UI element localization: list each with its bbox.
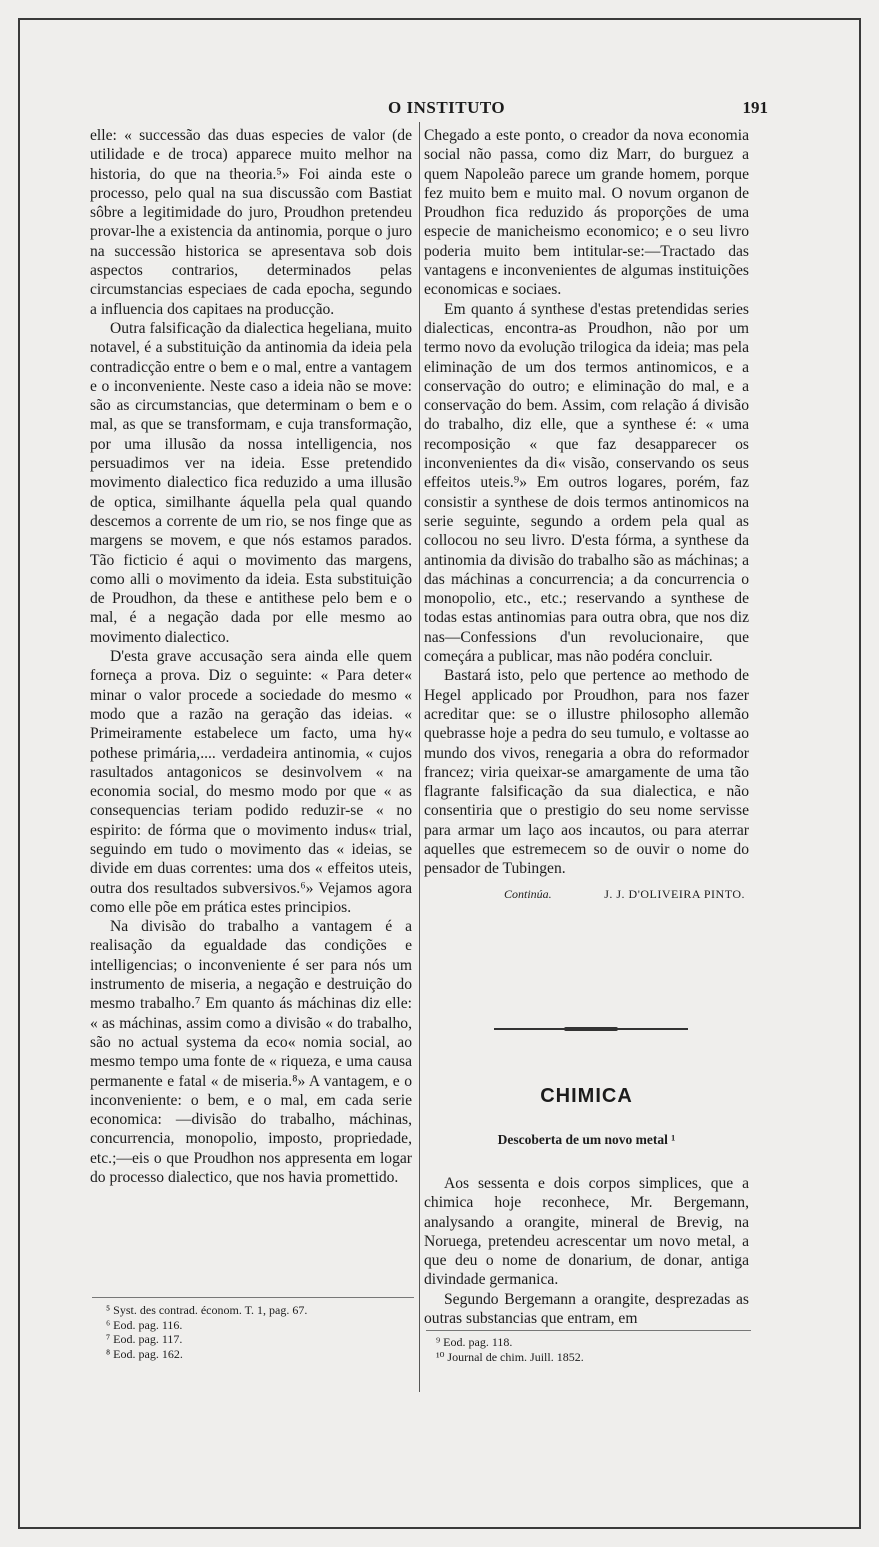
footnote: ⁶ Eod. pag. 116. [106,1317,183,1332]
right-paragraph-1: Chegado a este ponto, o creador da nova economia social não passa, como diz Marr, do burguez a quem Napoleão parece um grande homem, porque fez muito bem e muito mal. O novum organon de Proudhon fica reduzido ás proporções de uma especie de manicheismo economico; e o seu livro poderia muito bem intitular-se:—Tractado das vantagens e inconvenientes de algumas instituições economicas e sociaes. [424,127,749,299]
column-divider [419,122,420,1392]
footnote: ⁸ Eod. pag. 162. [106,1346,183,1361]
left-paragraph-3: D'esta grave accusação sera ainda elle quem forneça a prova. Diz o seguinte: « Para deter« minar o valor procede a sociedade do mesmo « modo que a razão na geração das ideias. « Primeiramente estabelece um facto, uma hy« pothese primária,.... verdadeira antinomia, « cujos rasultados antagonicos se desinvolvem « na economia social, do mesmo modo por que « as consequencias teriam podido reduzir-se « no espirito: de fórma que o movimento indus« trial, seguindo em tudo o movimento das « ideias, se divide em duas correntes: uma dos « effeitos uteis, outra dos resultados subversivos.⁶» Vejamos agora como elle põe em prática estes principios. [90,648,412,916]
page-border-top [18,18,861,20]
chemistry-paragraph-1: Aos sessenta e dois corpos simplices, que a chimica hoje reconhece, Mr. Bergemann, analysando a orangite, mineral de Brevig, na Noruega, pretendeu acrescentar um novo metal, a que deu o nome de donarium, de donar, antiga divindade germanica. [424,1175,749,1289]
footnote: ⁹ Eod. pag. 118. [436,1335,513,1349]
left-paragraph-2: Outra falsificação da dialectica hegeliana, muito notavel, é a substituição da antinomia da ideia pela contradicção entre o bem e o mal, entre a vantagem e o inconveniente. Neste caso a ideia não se move: são as circumstancias, que determinam o bem e o mal, as que se transformam, e cuja transformação, por uma illusão da nossa intelligencia, nos persuadimos ver na ideia. Esse pretendido movimento dialectico fica reduzido a uma illusão de optica, similhante áquella pela qual quando descemos a corrente de um rio, se nos finge que as margens se movem, e que nós estamos parados. Tão ficticio é aqui o movimento das margens, como alli o movimento da ideia. Esta substituição de Proudhon, da these e antithese pelo bem e o mal, é a negação dada por elle mesmo ao movimento dialectico. [90,319,412,646]
right-footnote-rule [426,1330,751,1331]
chemistry-paragraph-2: Segundo Bergemann a orangite, desprezadas as outras substancias que entram, em [424,1290,749,1328]
page-border-right [859,18,861,1529]
running-title: O INSTITUTO [388,98,506,117]
page-border-bottom [18,1527,861,1529]
left-column [90,126,412,1187]
page-number: 191 [742,98,768,117]
continua-label: Continúa. [504,886,552,901]
section-separator [494,1028,688,1030]
left-paragraph-1: elle: « successão das duas especies de valor (de utilidade e de troca) apparece muito melhor na historia, do que na theoria.⁵» Foi ainda este o processo, pelo qual na sua discussão com Bastiat sôbre a legitimidade do juro, Proudhon pretendeu provar-lhe a existencia da antinomia, porque o juro na successão historica se apresentava sob dois aspectos contrarios, determinados pelas circumstancias especiaes de cada epocha, segundo a influencia dos capitaes na producção. [90,127,412,318]
footnote: ⁷ Eod. pag. 117. [106,1332,183,1346]
left-footnotes [106,1303,406,1361]
right-column [424,126,749,904]
page-border-left [18,18,20,1529]
footnote: ⁵ Syst. des contrad. économ. T. 1, pag. 67. [106,1303,308,1317]
right-paragraph-3: Bastará isto, pelo que pertence ao methodo de Hegel applicado por Proudhon, para nos fazer acreditar que: se o illustre philosopho allemão quebrasse hoje a pedra do seu tumulo, e voltasse ao mundo dos vivos, renegaria a obra do reformador francez; viria queixar-se amargamente de uma tão flagrante falsificação da sua dialectica, e não consentiria que o prestigio do seu nome servisse para armar um laço aos incautos, ou para aterrar aquelles que estremecem so de ouvir o nome do pensador de Tubingen. [424,667,749,878]
right-paragraph-2: Em quanto á synthese d'estas pretendidas series dialecticas, encontra-as Proudhon, não por um termo novo da evolução trilogica da ideia; mas pela eliminação de um dos termos antinomicos, e a conservação do outro; e eliminação do mal, e a conservação do bem. Assim, com relação á divisão do trabalho, diz elle, que a synthese é: « uma recomposição « que faz desapparecer os inconvenientes da di« visão, conservando os seus effeitos uteis.⁹» Em outros logares, porém, faz consistir a synthese de dois termos antinomicos na serie seguinte, segundo a ordem pela qual as collocou no seu livro. D'esta fórma, a synthese da antinomia da divisão do trabalho são as máchinas; a das máchinas a concurrencia; a da concurrencia o monopolio, etc., etc.; reservando a synthese de todas estas antinomias para outra obra, que nos diz nas—Confessions d'un revolucionaire, que começára a publicar, mas não podéra concluir. [424,300,749,666]
page-sheet [18,18,861,1529]
article-signature [424,885,749,904]
section-title: CHIMICA [540,1085,633,1107]
left-paragraph-4: Na divisão do trabalho a vantagem é a realisação da egualdade das condições e intelligencias; o inconveniente é ser para nós um instrumento de miseria, a negação e destruição do mesmo trabalho.⁷ Em quanto ás máchinas diz elle: « as máchinas, assim como a divisão « do trabalho, são no actual systema da eco« nomia social, ao mesmo tempo uma fonte de « riqueza, e uma causa permanente e fatal « de miseria.⁸» A vantagem, e o inconveniente: o bem, e o mal, em cada serie economica: —divisão do trabalho, máchinas, concurrencia, monopolio, imposto, propriedade, etc.;—eis o que Proudhon nos appresenta em logar do processo dialectico, que nos havia promettido. [90,918,412,1187]
author-name: J. J. D'OLIVEIRA PINTO. [604,886,745,901]
footnote: ¹⁰ Journal de chim. Juill. 1852. [436,1349,584,1364]
left-footnote-rule [92,1297,414,1298]
right-footnotes [436,1335,736,1364]
chemistry-article [424,1174,749,1328]
article-title: Descoberta de um novo metal ¹ [497,1132,676,1147]
page-header [88,84,768,120]
